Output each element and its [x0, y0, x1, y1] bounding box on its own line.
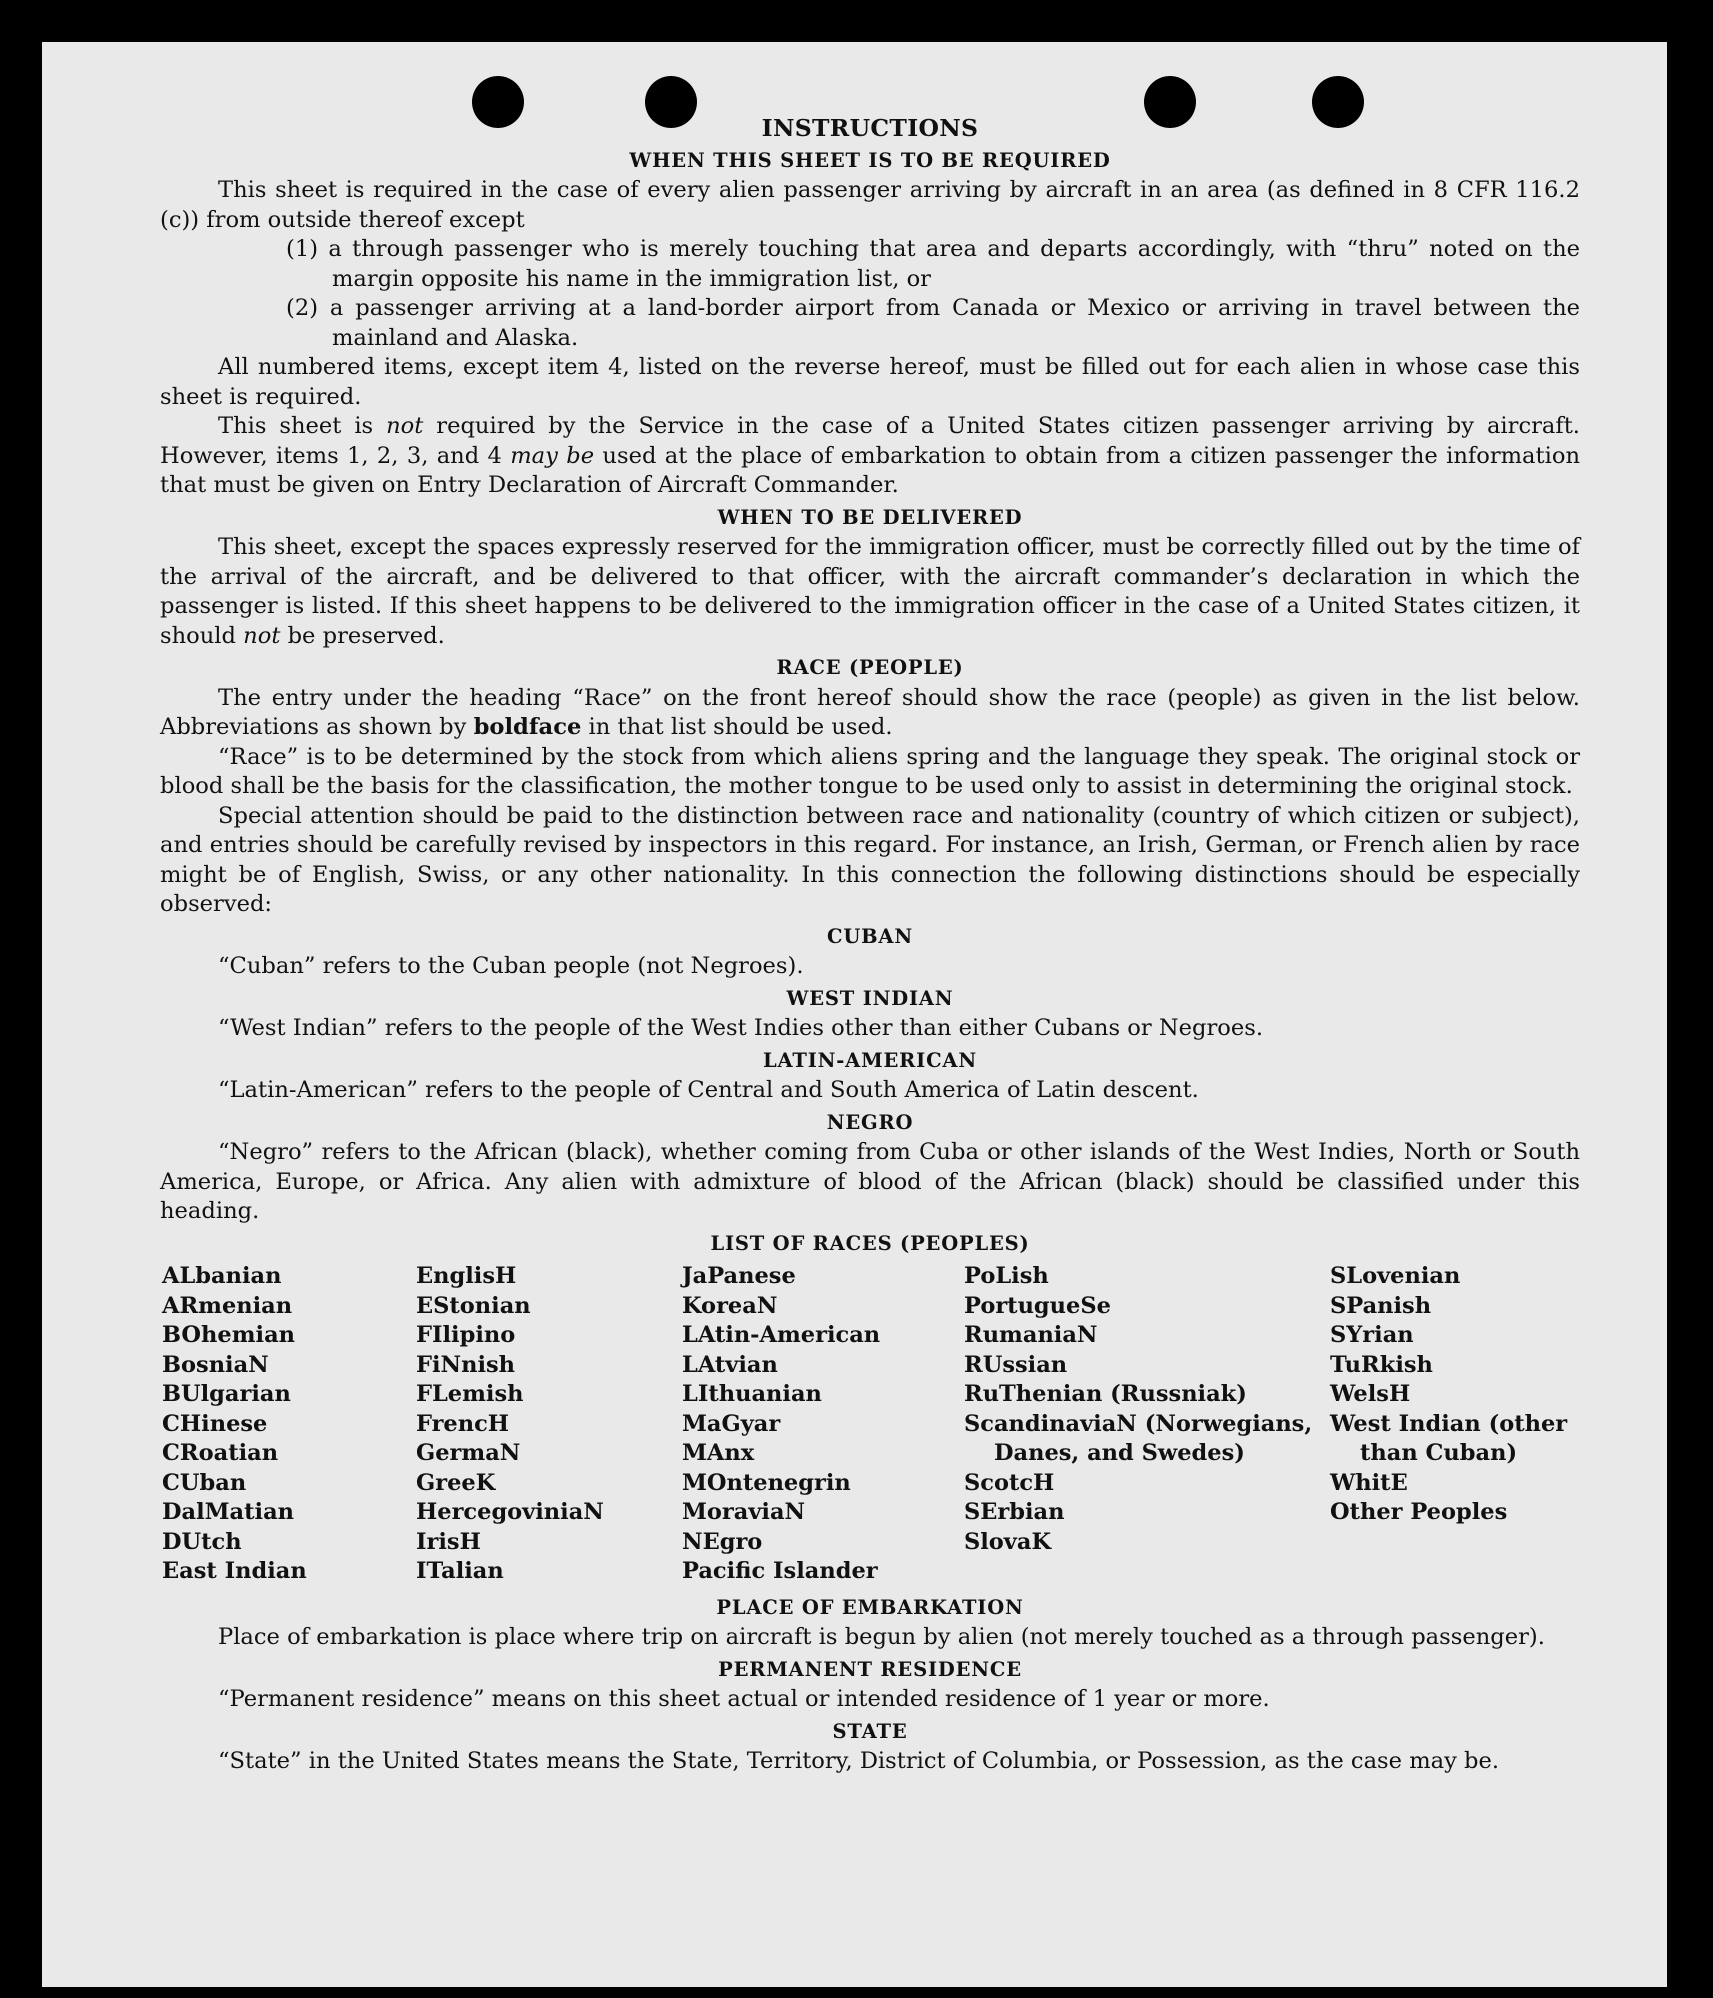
race-column	[416, 1262, 682, 1587]
instructions-content	[160, 114, 1580, 1777]
race-item: KoreaN	[682, 1292, 778, 1319]
section-heading: WHEN TO BE DELIVERED	[717, 505, 1023, 529]
list-item: (1) a through passenger who is merely touching that area and departs accordingly, with “thru” noted on the margin opposite his name in the immigration list, or	[286, 236, 1580, 292]
paragraph: All numbered items, except item 4, listed on the reverse hereof, must be filled out for each alien in whose case this sheet is required.	[160, 354, 1580, 410]
race-item: PoLish	[964, 1263, 1049, 1289]
section-heading: STATE	[832, 1719, 908, 1743]
race-item: LAtin-American	[682, 1322, 881, 1348]
race-item: SYrian	[1330, 1322, 1414, 1348]
paragraph: This sheet is required in the case of every alien passenger arriving by aircraft in an area (as defined in 8 CFR 116.2 (c)) from outside thereof except	[160, 177, 1580, 233]
race-item: West Indian (other than Cuban)	[1330, 1410, 1568, 1466]
race-item: ITalian	[416, 1558, 504, 1584]
text-run: in that list should be used.	[581, 714, 893, 740]
race-item: RUssian	[964, 1351, 1068, 1378]
race-item: BOhemian	[162, 1322, 296, 1348]
race-column	[964, 1262, 1330, 1587]
section-heading: WHEN THIS SHEET IS TO BE REQUIRED	[629, 148, 1111, 172]
section-heading: NEGRO	[826, 1110, 914, 1134]
text-run: This sheet, except the spaces expressly reserved for the immigration officer, must be correctly filled out by the time of the arrival of the aircraft, and be delivered to that officer, with the aircraft commander’s declaration in which the passenger is listed. If this sheet happens to be delivered to the immigration officer in the case of a United States citizen, it should	[160, 534, 1580, 649]
race-item: BUlgarian	[162, 1381, 291, 1407]
page-title: INSTRUCTIONS	[761, 114, 979, 142]
race-column	[682, 1262, 964, 1587]
paragraph: Place of embarkation is place where trip on aircraft is begun by alien (not merely touched as a through passenger).	[218, 1624, 1545, 1650]
paragraph	[160, 533, 1580, 651]
race-item: HercegoviniaN	[416, 1499, 604, 1525]
paragraph: “Negro” refers to the African (black), whether coming from Cuba or other islands of the West Indies, North or South America, Europe, or Africa. Any alien with admixture of blood of the African (black) should be classified under this heading.	[160, 1139, 1580, 1224]
emphasis: not	[243, 622, 281, 649]
paragraph: “Permanent residence” means on this sheet actual or intended residence of 1 year or more.	[218, 1686, 1270, 1712]
race-item: ARmenian	[162, 1292, 293, 1319]
race-item: GreeK	[416, 1469, 496, 1496]
race-item: MaGyar	[682, 1410, 781, 1437]
race-item: FiNnish	[416, 1351, 516, 1378]
race-item: DUtch	[162, 1528, 242, 1555]
race-item: EnglisH	[416, 1263, 517, 1289]
race-item: LAtvian	[682, 1351, 778, 1378]
race-column	[162, 1262, 416, 1587]
race-item: IrisH	[416, 1528, 481, 1555]
race-item: SLovenian	[1330, 1263, 1461, 1289]
emphasis: not	[386, 413, 424, 439]
race-item: PortugueSe	[964, 1292, 1111, 1319]
text-run: This sheet is	[218, 413, 387, 439]
text-run: required by the Service in the case of a United States citizen passenger arriving by aircraft. However, items 1, 2, 3, and 4	[160, 413, 1580, 469]
race-item: Pacific Islander	[682, 1558, 878, 1584]
race-item: Other Peoples	[1330, 1499, 1508, 1525]
race-item: FIlipino	[416, 1322, 516, 1348]
race-item: CHinese	[162, 1410, 268, 1437]
paragraph: “State” in the United States means the State, Territory, District of Columbia, or Possession, as the case may be.	[218, 1748, 1500, 1774]
race-item: JaPanese	[682, 1263, 796, 1289]
race-item: ScandinaviaN (Norwegians, Danes, and Swedes)	[964, 1410, 1313, 1466]
bold-text: boldface	[473, 714, 582, 740]
race-item: GermaN	[416, 1440, 521, 1466]
race-item: NEgro	[682, 1528, 763, 1555]
race-item: CUban	[162, 1469, 247, 1496]
race-item: MoraviaN	[682, 1499, 806, 1525]
race-item: WelsH	[1330, 1381, 1411, 1407]
section-heading: RACE (PEOPLE)	[776, 656, 964, 679]
section-heading: WEST INDIAN	[786, 986, 954, 1010]
paragraph: “Latin-American” refers to the people of Central and South America of Latin descent.	[218, 1077, 1199, 1103]
paragraph: “Cuban” refers to the Cuban people (not Negroes).	[218, 953, 804, 979]
paragraph: “West Indian” refers to the people of the West Indies other than either Cubans or Negroes.	[218, 1015, 1264, 1041]
race-item: FLemish	[416, 1381, 524, 1407]
race-item: ScotcH	[964, 1469, 1055, 1496]
race-item: DalMatian	[162, 1499, 295, 1525]
list-item: (2) a passenger arriving at a land-border airport from Canada or Mexico or arriving in travel between the mainland and Alaska.	[286, 295, 1580, 351]
race-item: CRoatian	[162, 1440, 279, 1466]
section-heading: PLACE OF EMBARKATION	[716, 1595, 1024, 1619]
race-column	[1330, 1262, 1582, 1587]
section-heading: PERMANENT RESIDENCE	[718, 1657, 1022, 1681]
race-list	[162, 1262, 1580, 1587]
emphasis: may be	[510, 442, 595, 469]
document-page	[42, 42, 1667, 1987]
race-item: SlovaK	[964, 1528, 1052, 1555]
section-heading: LATIN-AMERICAN	[763, 1048, 977, 1072]
race-item: RumaniaN	[964, 1322, 1098, 1348]
race-item: SErbian	[964, 1499, 1065, 1525]
text-run: The entry under the heading “Race” on the front hereof should show the race (people) as given in the list below. Abbreviations as shown by	[160, 684, 1580, 740]
race-item: EStonian	[416, 1292, 531, 1319]
race-item: BosniaN	[162, 1351, 269, 1378]
race-item: East Indian	[162, 1558, 307, 1584]
section-heading: CUBAN	[827, 924, 913, 948]
text-run: be preserved.	[280, 622, 445, 649]
race-item: FrencH	[416, 1410, 510, 1437]
race-item: TuRkish	[1330, 1351, 1433, 1378]
paragraph: “Race” is to be determined by the stock from which aliens spring and the language they speak. The original stock or blood shall be the basis for the classification, the mother tongue to be used only to assist in determining the original stock.	[160, 743, 1580, 799]
paragraph: Special attention should be paid to the distinction between race and nationality (country of which citizen or subject), and entries should be carefully revised by inspectors in this regard. For instance, an Irish, German, or French alien by race might be of English, Swiss, or any other nationality. In this connection the following distinctions should be especially observed:	[160, 802, 1580, 917]
text-run: used at the place of embarkation to obtain from a citizen passenger the information that must be given on Entry Declaration of Aircraft Commander.	[160, 442, 1580, 498]
paragraph	[160, 412, 1580, 501]
race-item: WhitE	[1330, 1469, 1408, 1496]
race-item: RuThenian (Russniak)	[964, 1381, 1247, 1407]
race-item: LIthuanian	[682, 1381, 822, 1407]
paragraph	[160, 684, 1580, 743]
race-item: SPanish	[1330, 1292, 1432, 1319]
race-item: MOntenegrin	[682, 1469, 851, 1496]
list-heading: LIST OF RACES (PEOPLES)	[710, 1231, 1030, 1255]
race-item: MAnx	[682, 1440, 755, 1466]
race-item: ALbanian	[162, 1263, 282, 1289]
